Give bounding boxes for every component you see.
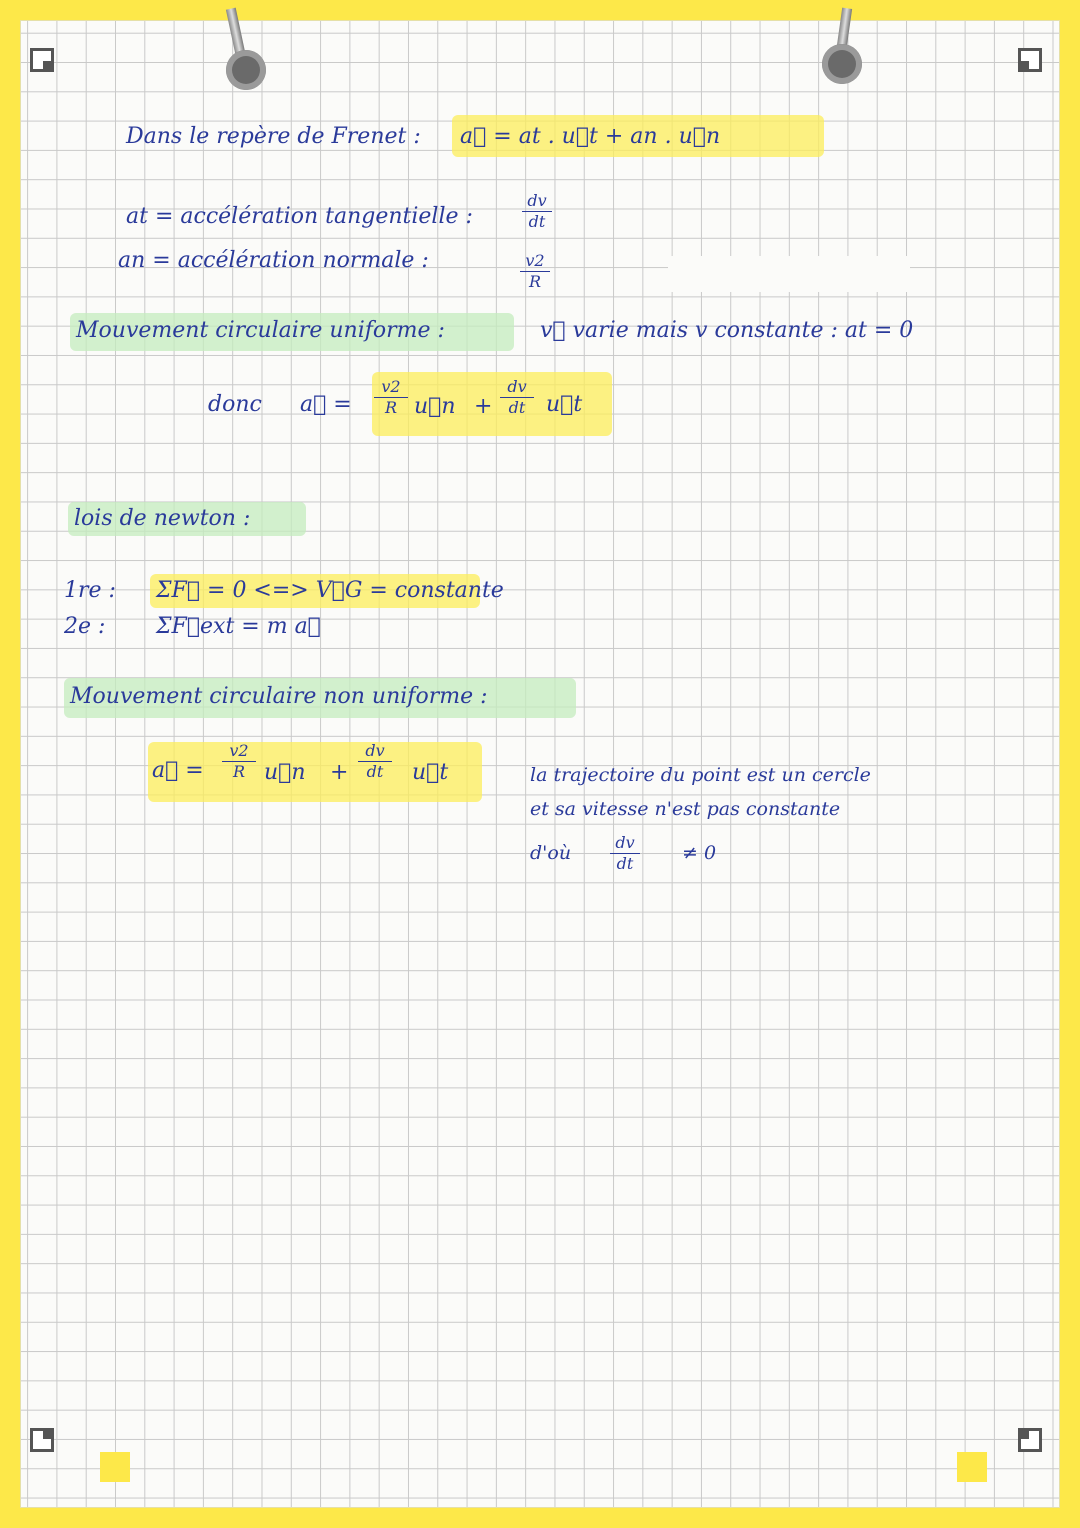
blank-patch	[668, 256, 910, 292]
mcu-fraction-1	[374, 378, 408, 417]
mcu-ut: u⃗t	[546, 392, 583, 417]
corner-mark-icon	[1018, 1428, 1042, 1452]
mcnu-explain-den: dt	[616, 854, 634, 873]
newton-second-label: 2e :	[64, 614, 106, 639]
frenet-formula: a⃗ = at . u⃗t + an . u⃗n	[460, 124, 721, 149]
mcnu-f1-num: v2	[229, 741, 249, 760]
donc-label: donc	[208, 392, 262, 417]
mcnu-f2-den: dt	[366, 762, 384, 781]
newton-first-label: 1re :	[64, 578, 116, 603]
an-definition: an = accélération normale :	[118, 248, 429, 273]
corner-color-tab	[100, 1452, 130, 1482]
mcnu-explain-ne: ≠ 0	[682, 842, 717, 864]
mcu-f2-den: dt	[508, 398, 526, 417]
mcu-condition: v⃗ varie mais v constante : at = 0	[540, 318, 914, 343]
an-fraction-den: R	[528, 272, 542, 291]
an-fraction	[520, 252, 550, 291]
frenet-intro: Dans le repère de Frenet :	[126, 124, 421, 149]
mcnu-un: u⃗n	[264, 760, 306, 785]
mcu-un: u⃗n	[414, 394, 456, 419]
at-fraction-den: dt	[528, 212, 546, 231]
mcnu-fraction-2	[358, 742, 392, 781]
mcnu-fraction-1	[222, 742, 256, 781]
corner-mark-icon	[1018, 48, 1042, 72]
at-fraction-num: dv	[527, 191, 547, 210]
mcnu-lhs: a⃗ =	[152, 758, 204, 783]
mcu-f1-num: v2	[381, 377, 401, 396]
newton-title: lois de newton :	[74, 506, 251, 531]
corner-mark-icon	[30, 1428, 54, 1452]
mcnu-explain-fraction	[610, 834, 640, 873]
mcnu-title: Mouvement circulaire non uniforme :	[70, 684, 488, 709]
mcu-f1-den: R	[384, 398, 398, 417]
mcu-plus: +	[474, 394, 493, 419]
at-definition: at = accélération tangentielle :	[126, 204, 473, 229]
binder-hole	[226, 50, 266, 90]
mcnu-f2-num: dv	[365, 741, 385, 760]
mcu-fraction-2	[500, 378, 534, 417]
mcnu-explain-line3: d'où	[530, 842, 572, 864]
mcnu-ut: u⃗t	[412, 760, 449, 785]
mcnu-explain-num: dv	[615, 833, 635, 852]
newton-first-law: ΣF⃗ = 0 <=> V⃗G = constante	[156, 578, 504, 603]
corner-mark-icon	[30, 48, 54, 72]
mcu-title: Mouvement circulaire uniforme :	[76, 318, 445, 343]
corner-color-tab	[957, 1452, 987, 1482]
binder-hole	[822, 44, 862, 84]
newton-second-law: ΣF⃗ext = m a⃗	[156, 614, 321, 639]
at-fraction	[522, 192, 552, 231]
mcu-f2-num: dv	[507, 377, 527, 396]
mcnu-explain-line1: la trajectoire du point est un cercle	[530, 764, 871, 786]
mcnu-explain-line2: et sa vitesse n'est pas constante	[530, 798, 841, 820]
mcu-lhs: a⃗ =	[300, 392, 352, 417]
mcnu-f1-den: R	[232, 762, 246, 781]
an-fraction-num: v2	[525, 251, 545, 270]
mcnu-plus: +	[330, 760, 349, 785]
